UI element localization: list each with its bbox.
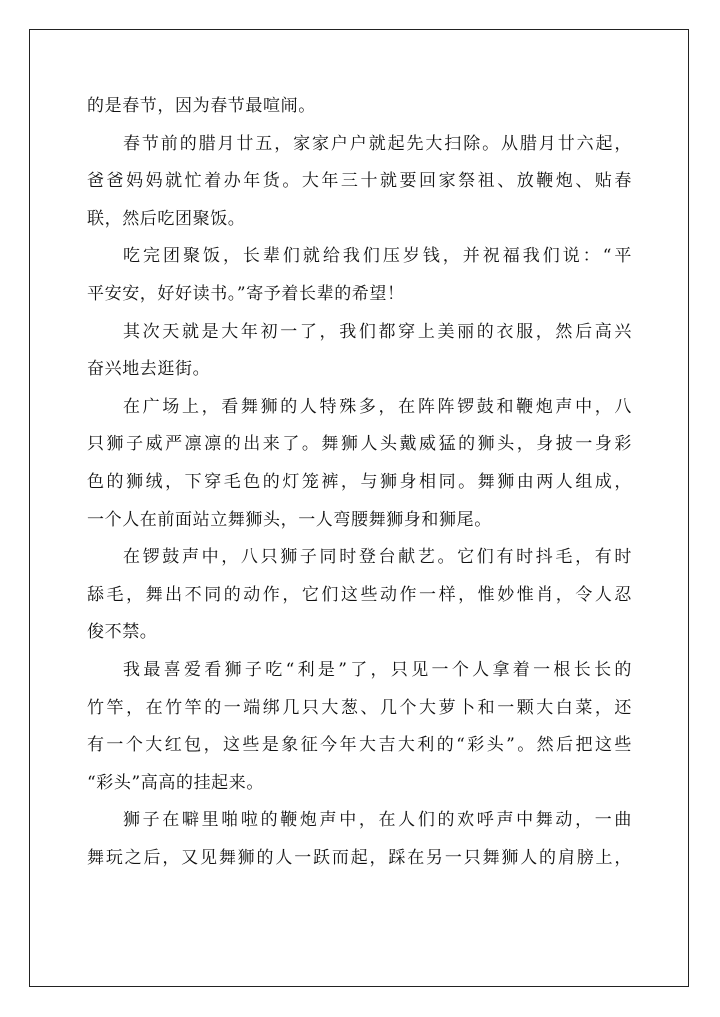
- text-line: 其次天就是大年初一了，我们都穿上美丽的衣服，然后高兴: [123, 321, 632, 342]
- text-line: 舞玩之后，又见舞狮的人一跃而起，踩在另一只舞狮人的肩膀上，: [87, 847, 632, 868]
- document-body: [87, 88, 632, 877]
- text-line: 我最喜爱看狮子吃“利是”了，只见一个人拿着一根长长的: [123, 659, 632, 680]
- text-line: 只狮子威严凛凛的出来了。舞狮人头戴威猛的狮头，身披一身彩: [87, 434, 632, 455]
- text-line: 爸爸妈妈就忙着办年货。大年三十就要回家祭祖、放鞭炮、贴春: [87, 171, 632, 192]
- text-line: 吃完团聚饭，长辈们就给我们压岁钱，并祝福我们说：“平: [123, 246, 632, 267]
- text-line: 在广场上，看舞狮的人特殊多，在阵阵锣鼓和鞭炮声中，八: [123, 396, 632, 417]
- text-line: 有一个大红包，这些是象征今年大吉大利的“彩头”。然后把这些: [87, 735, 632, 756]
- text-line: 俊不禁。: [87, 622, 158, 643]
- text-line: 狮子在噼里啪啦的鞭炮声中，在人们的欢呼声中舞动，一曲: [123, 810, 632, 831]
- text-line: 舔毛，舞出不同的动作，它们这些动作一样，惟妙惟肖，令人忍: [87, 584, 632, 605]
- text-line: 色的狮绒，下穿毛色的灯笼裤，与狮身相同。舞狮由两人组成，: [87, 471, 632, 492]
- text-line: 在锣鼓声中，八只狮子同时登台献艺。它们有时抖毛，有时: [123, 547, 632, 568]
- text-line: 的是春节，因为春节最喧闹。: [87, 96, 316, 116]
- text-line: 春节前的腊月廿五，家家户户就起先大扫除。从腊月廿六起，: [123, 133, 632, 154]
- text-line: 竹竿，在竹竿的一端绑几只大葱、几个大萝卜和一颗大白菜，还: [87, 697, 632, 718]
- text-line: “彩头”高高的挂起来。: [87, 772, 264, 793]
- text-line: 一个人在前面站立舞狮头，一人弯腰舞狮身和狮尾。: [87, 509, 492, 530]
- text-line: 联，然后吃团聚饭。: [87, 208, 246, 229]
- text-line: 平安安，好好读书。”寄予着长辈的希望！: [87, 283, 405, 304]
- text-line: 奋兴地去逛街。: [87, 359, 211, 380]
